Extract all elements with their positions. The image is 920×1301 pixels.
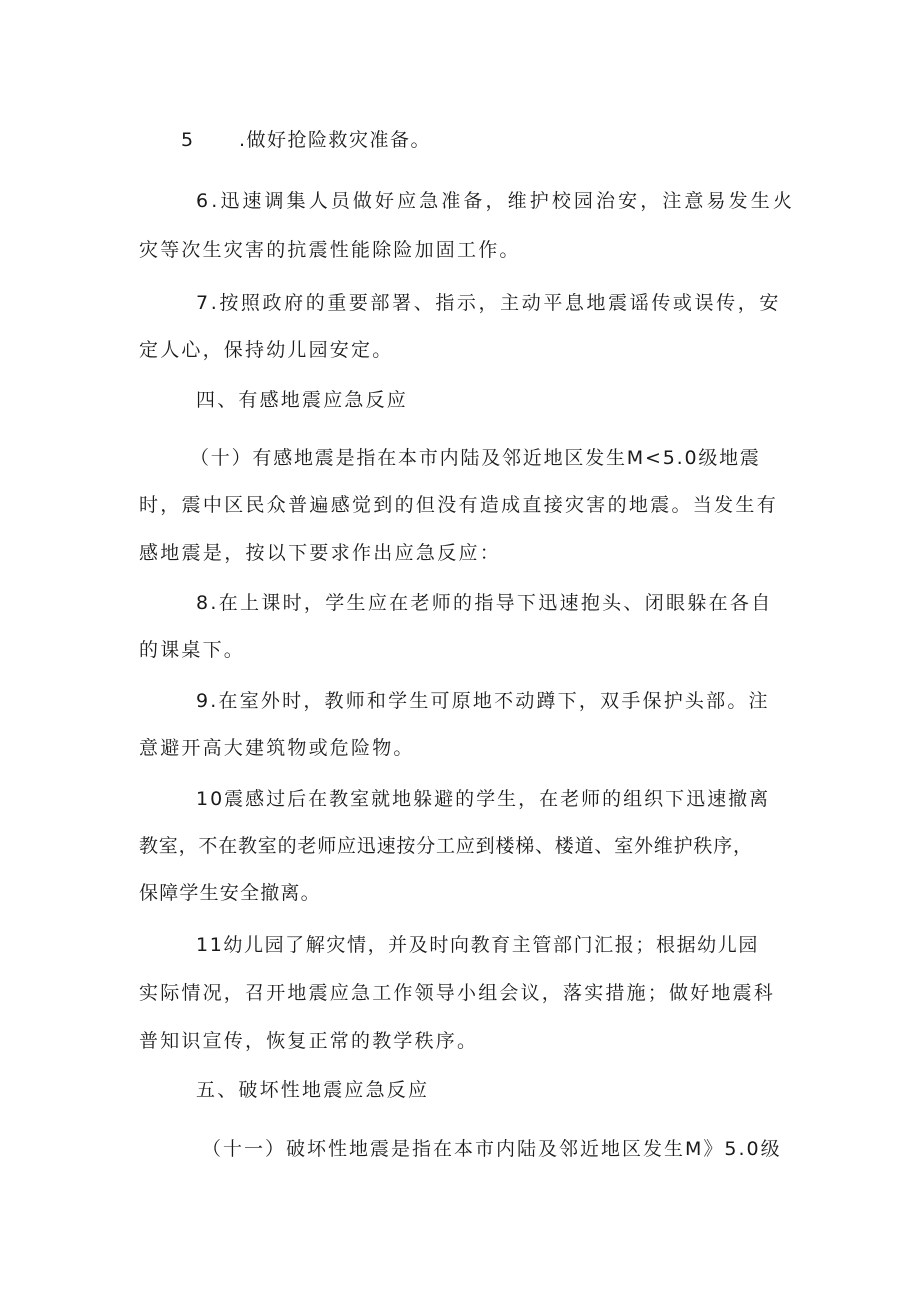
paragraph-line: 7.按照政府的重要部署、指示，主动平息地震谣传或误传，安 bbox=[196, 292, 781, 314]
paragraph-line: 定人心，保持幼儿园安定。 bbox=[139, 339, 394, 361]
section-heading: 四、有感地震应急反应 bbox=[196, 389, 409, 411]
paragraph-line: 9.在室外时，教师和学生可原地不动蹲下，双手保护头部。注 bbox=[196, 690, 770, 712]
paragraph-line: 的课桌下。 bbox=[139, 639, 246, 661]
paragraph-line: 实际情况，召开地震应急工作领导小组会议，落实措施；做好地震科 bbox=[139, 982, 776, 1004]
paragraph-line: 意避开高大建筑物或危险物。 bbox=[139, 737, 415, 759]
paragraph-line: 10震感过后在教室就地躲避的学生，在老师的组织下迅速撤离 bbox=[196, 788, 771, 810]
paragraph-line: 8.在上课时，学生应在老师的指导下迅速抱头、闭眼躲在各自 bbox=[196, 592, 773, 614]
paragraph-line: 灾等次生灾害的抗震性能除险加固工作。 bbox=[139, 239, 521, 261]
item-5-line bbox=[181, 128, 431, 152]
paragraph-line: 6.迅速调集人员做好应急准备，维护校园治安，注意易发生火 bbox=[196, 190, 795, 212]
paragraph-line: 保障学生安全撤离。 bbox=[139, 882, 321, 904]
item-text: .做好抢险救灾准备。 bbox=[239, 129, 432, 151]
paragraph-line: 普知识宣传，恢复正常的教学秩序。 bbox=[139, 1030, 479, 1052]
paragraph-line: 教室，不在教室的老师应迅速按分工应到楼梯、楼道、室外维护秩序， bbox=[139, 835, 753, 857]
paragraph-line: （十）有感地震是指在本市内陆及邻近地区发生M<5.0级地震 bbox=[190, 447, 761, 469]
paragraph-line: 时，震中区民众普遍感觉到的但没有造成直接灾害的地震。当发生有 bbox=[139, 494, 779, 516]
paragraph-line: 感地震是，按以下要求作出应急反应： bbox=[139, 542, 502, 564]
paragraph-line: 11幼儿园了解灾情，并及时向教育主管部门汇报；根据幼儿园 bbox=[196, 934, 759, 956]
item-number: 5 bbox=[181, 129, 195, 151]
section-heading: 五、破坏性地震应急反应 bbox=[196, 1079, 430, 1101]
paragraph-line: （十一）破坏性地震是指在本市内陆及邻近地区发生M》5.0级 bbox=[202, 1138, 782, 1160]
